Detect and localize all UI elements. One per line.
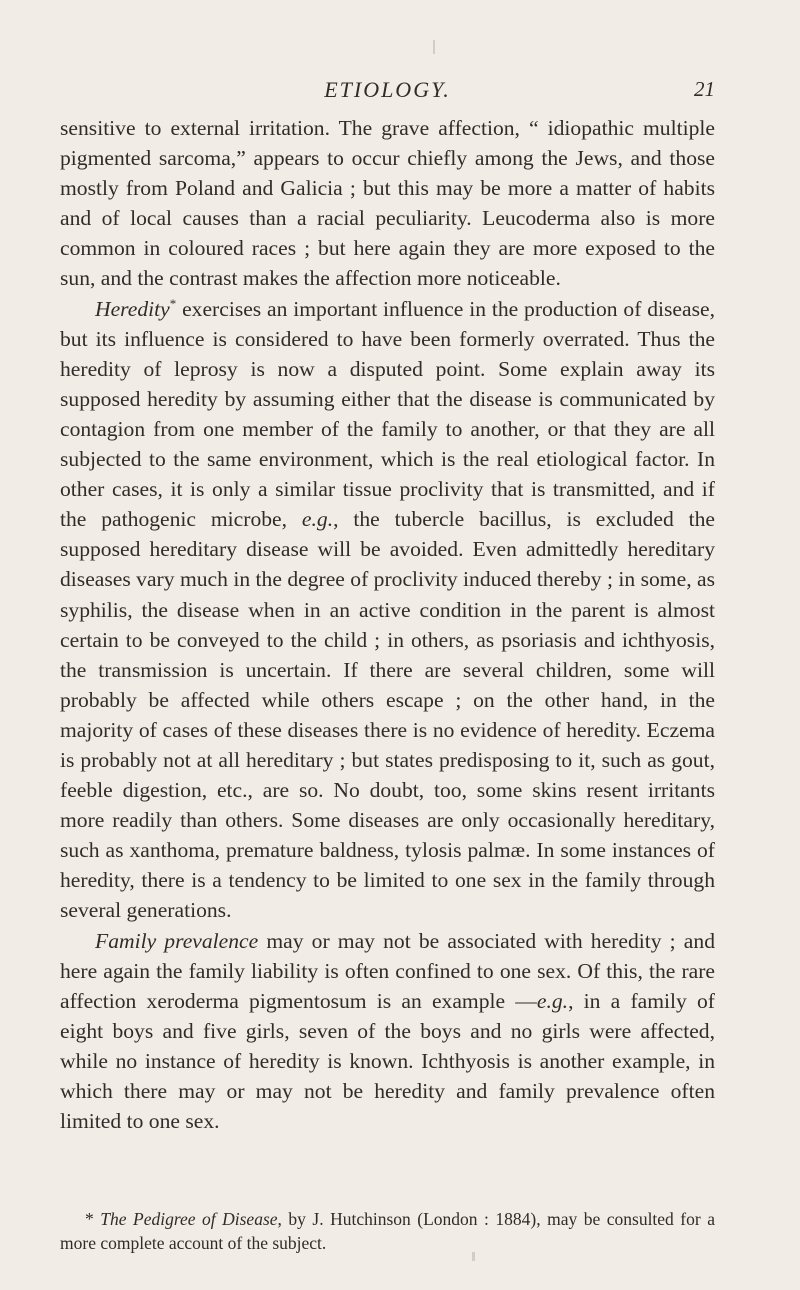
family-prevalence-term: Family prevalence <box>95 928 259 953</box>
footnote-text: , by J. Hutchinson (London : 1884), may be consulted for a more complete account of the subject. <box>60 1209 715 1253</box>
eg-abbreviation: e.g. <box>301 507 334 532</box>
paragraph-family-prevalence <box>60 926 715 1137</box>
family-prevalence-text-part-2: , in a family of eight boys and five girls, seven of the boys and no girls were affected, while no instance of heredity is known. Ichthyosis is another example, in which there may or may not be heredity and family prevalence often limited to one sex. <box>60 988 715 1134</box>
family-prevalence-text-part-1: may or may not be associated with heredity ; and here again the family liability is often confined to one sex. Of this, the rare affection xeroderma pigmentosum is an example — <box>60 928 715 1013</box>
heredity-term: Heredity <box>95 296 170 321</box>
eg-abbreviation: e.g. <box>536 988 569 1013</box>
footnote <box>60 1207 715 1255</box>
paragraph-heredity <box>60 294 715 926</box>
footnote-mark: * <box>85 1209 94 1229</box>
running-head <box>60 77 715 107</box>
page-number: 21 <box>694 77 715 101</box>
running-title: ETIOLOGY. <box>324 77 451 102</box>
body-text <box>60 113 715 1136</box>
heredity-text-part-1: exercises an important influence in the production of disease, but its influence is considered to have been formerly overrated. Thus the heredity of leprosy is now a disputed point. Some explain away its supposed heredity by assuming either that the disease is communicated by contagion from one member of the family to another, or that they are all subjected to the same environment, which is the real etiological factor. In other cases, it is only a similar tissue proclivity that is transmitted, and if the pathogenic microbe, <box>60 296 715 532</box>
paragraph-sarcoma-leucoderma: sensitive to external irritation. The grave affection, “ idiopathic multiple pigmented sarcoma,” appears to occur chiefly among the Jews, and those mostly from Poland and Galicia ; but this may be more a matter of habits and of local causes than a racial peculiarity. Leucoderma also is more common in coloured races ; but here again they are more exposed to the sun, and the contrast makes the affection more noticeable. <box>60 116 715 291</box>
page-blemish <box>433 40 435 54</box>
heredity-text-part-2: , the tubercle bacillus, is excluded the supposed hereditary disease will be avoided. Even admittedly hereditary diseases vary much in the degree of proclivity induced thereby ; in some, as syphilis, the disease when in an active condition in the parent is almost certain to be conveyed to the child ; in others, as psoriasis and ichthyosis, the transmission is uncertain. If there are several children, some will probably be affected while others escape ; on the other hand, in the majority of cases of these diseases there is no evidence of heredity. Eczema is probably not at all hereditary ; but states predisposing to it, such as gout, feeble digestion, etc., are so. No doubt, too, some skins resent irritants more readily than others. Some diseases are only occasionally hereditary, such as xanthoma, premature baldness, tylosis palmæ. In some instances of heredity, there is a tendency to be limited to one sex in the family through several generations. <box>60 507 715 923</box>
footnote-reference-mark: * <box>169 295 177 311</box>
footnote-book-title: The Pedigree of Disease <box>100 1209 278 1229</box>
